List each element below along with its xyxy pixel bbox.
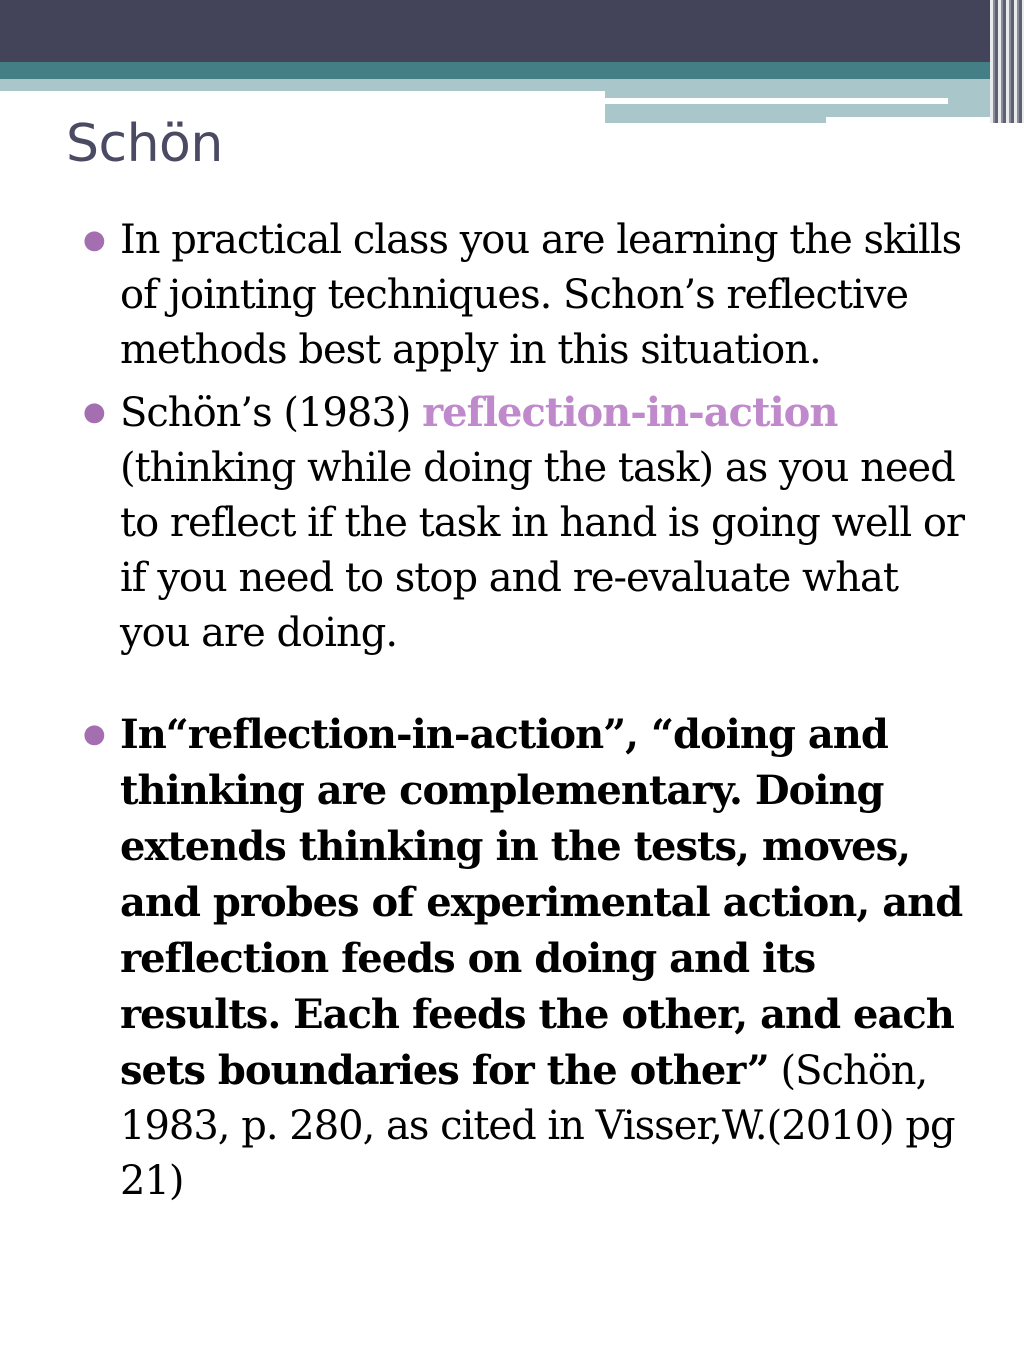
bullet-dot-icon: ● (83, 719, 105, 749)
highlighted-term: reflection-in-action (422, 389, 838, 436)
header-accent-line (605, 98, 948, 104)
bullet-dot-icon: ● (83, 225, 105, 255)
bullet-item (78, 385, 968, 661)
header-banner-teal (0, 62, 1024, 79)
bullet-lead-text: Schön’s (1983) (120, 390, 423, 436)
bullet-text: In practical class you are learning the skills of jointing techniques. Schon’s reflective methods best apply in this situation. (120, 217, 962, 373)
bullet-text: (thinking while doing the task) as you need to reflect if the task in hand is going well or if you need to stop and re-evaluate what you are doing. (120, 445, 965, 656)
header-banner-dark (0, 0, 1024, 62)
header-edge-stripes (990, 0, 1024, 123)
bullet-dot-icon: ● (83, 397, 105, 427)
header-banner-light-left (0, 79, 605, 91)
slide-title: Schön (66, 114, 223, 174)
slide-body (78, 213, 968, 1209)
citation-text: (Schön, 1983, p. 280, as cited in Visser,W.(2010) pg 21) (120, 1048, 955, 1204)
quotation-text: In“reflection-in-action”, “doing and thinking are complementary. Doing extends thinking in the tests, moves, and probes of experimental action, and reflection feeds on doing and its results. Each feeds the other, and each sets boundaries for the other” (120, 711, 963, 1094)
bullet-item (78, 213, 968, 378)
bullet-item (78, 707, 968, 1209)
